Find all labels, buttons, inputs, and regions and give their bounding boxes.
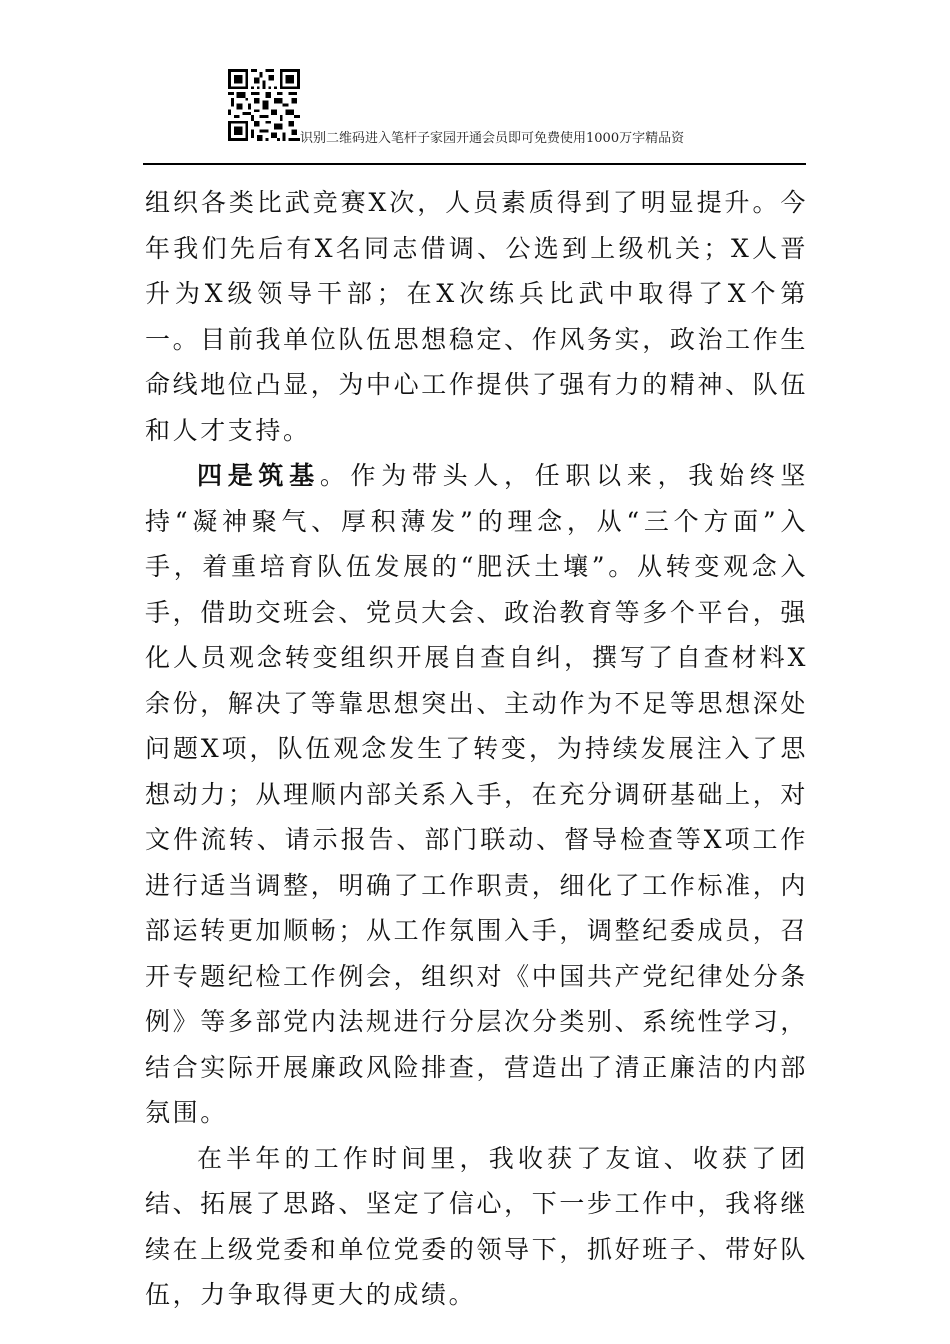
header-promo-text: 识别二维码进入笔杆子家园开通会员即可免费使用1000万字精品资 [300,131,685,146]
qr-code-icon [228,69,300,141]
document-body [145,180,808,1318]
paragraph-1-text: 组织各类比武竞赛X次，人员素质得到了明显提升。今年我们先后有X名同志借调、公选到上级机关；X人晋升为X级领导干部；在X次练兵比武中取得了X个第一。目前我单位队伍思想稳定、作风务实，政治工作生命线地位凸显，为中心工作提供了强有力的精神、队伍和人才支持。 [145,188,808,445]
header-divider [143,163,806,165]
paragraph-2 [145,453,808,1136]
paragraph-3 [145,1136,808,1318]
paragraph-1 [145,180,808,453]
paragraph-2-text: 。作为带头人，任职以来，我始终坚持“凝神聚气、厚积薄发”的理念，从“三个方面”入手，着重培育队伍发展的“肥沃土壤”。从转变观念入手，借助交班会、党员大会、政治教育等多个平台，强化人员观念转变组织开展自查自纠，撰写了自查材料X余份，解决了等靠思想突出、主动作为不足等思想深处问题X项，队伍观念发生了转变，为持续发展注入了思想动力；从理顺内部关系入手，在充分调研基础上，对文件流转、请示报告、部门联动、督导检查等X项工作进行适当调整，明确了工作职责，细化了工作标准，内部运转更加顺畅；从工作氛围入手，调整纪委成员，召开专题纪检工作例会，组织对《中国共产党纪律处分条例》等多部党内法规进行分层次分类别、系统性学习，结合实际开展廉政风险排查，营造出了清正廉洁的内部氛围。 [145,461,808,1127]
paragraph-3-text: 在半年的工作时间里，我收获了友谊、收获了团结、拓展了思路、坚定了信心，下一步工作中，我将继续在上级党委和单位党委的领导下，抓好班子、带好队伍，力争取得更大的成绩。 [145,1143,808,1309]
paragraph-2-lead: 四是筑基 [197,461,320,490]
